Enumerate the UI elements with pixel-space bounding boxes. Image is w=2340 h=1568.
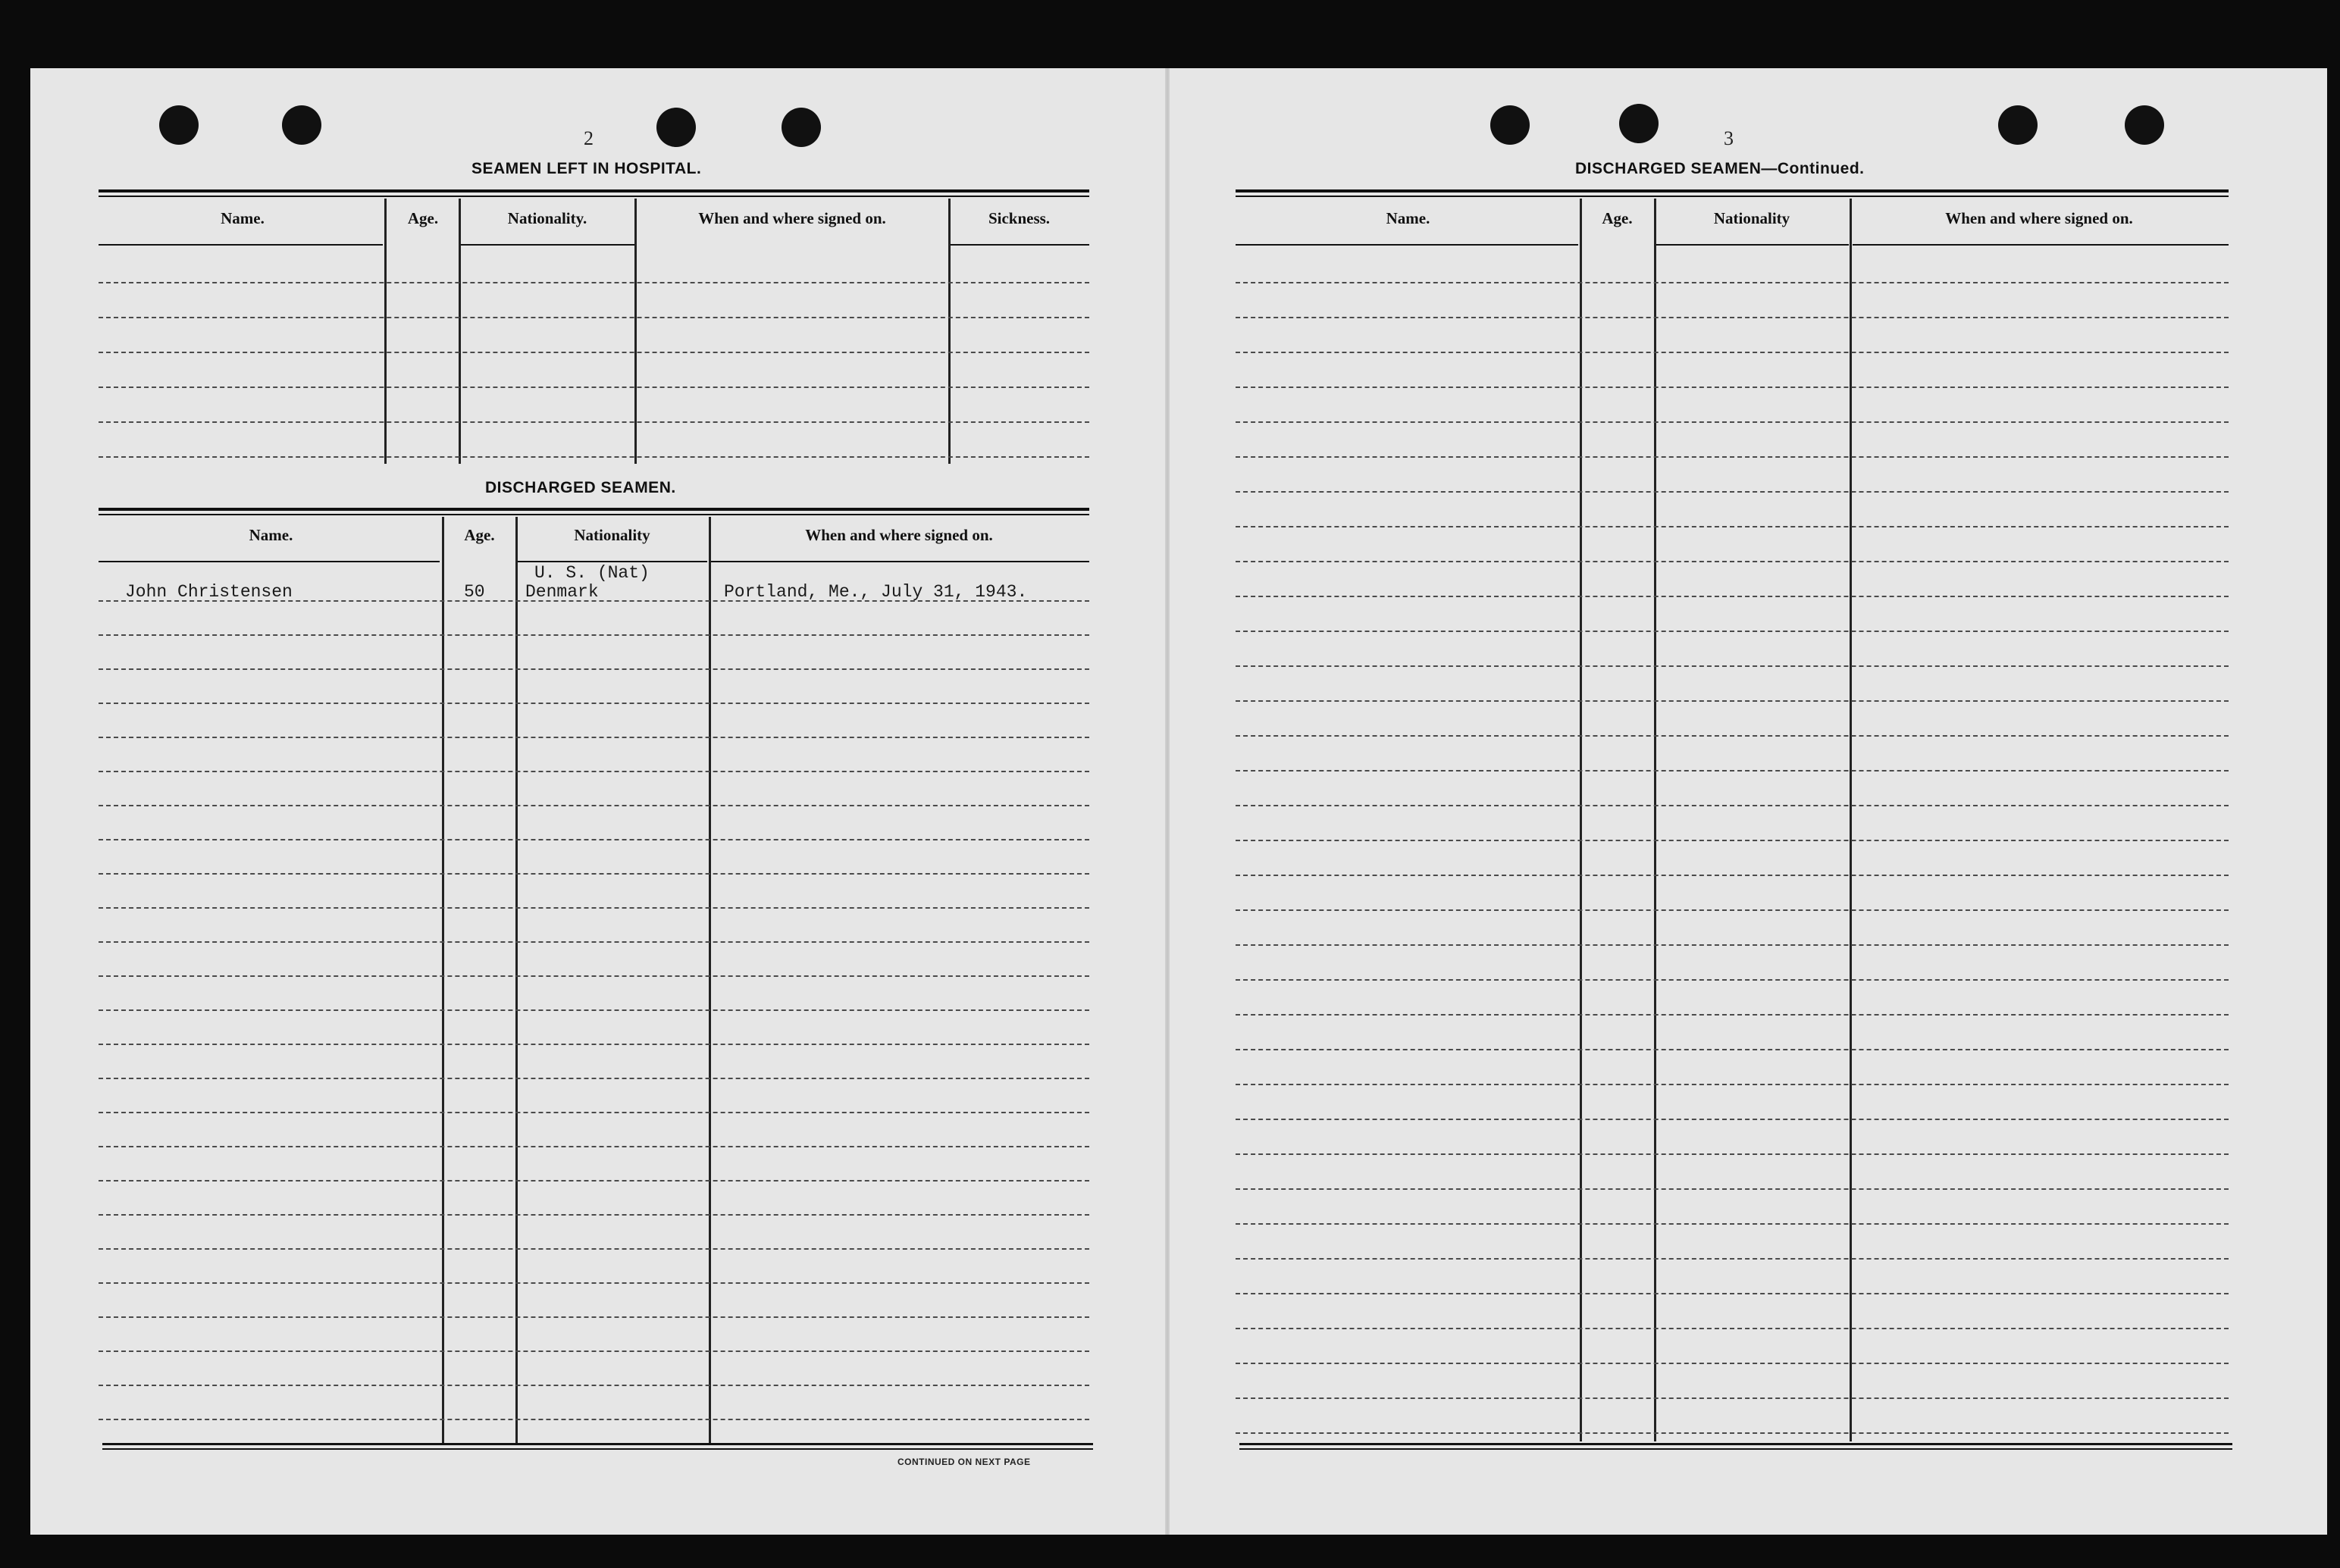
ruled-line	[99, 387, 1089, 388]
ruled-line	[99, 282, 1089, 283]
ruled-line	[1236, 665, 2229, 667]
discharged-header-rule	[518, 561, 707, 562]
hospital-top-rule	[99, 189, 1089, 192]
ruled-line	[1236, 1363, 2229, 1364]
hospital-header-rule	[951, 244, 1089, 246]
ruled-line	[1236, 631, 2229, 632]
ruled-line	[1236, 875, 2229, 876]
ruled-line	[1236, 1432, 2229, 1434]
ruled-line	[1236, 944, 2229, 946]
ruled-line	[1236, 770, 2229, 771]
discharged-col-divider	[709, 517, 711, 1443]
ruled-line	[1236, 561, 2229, 562]
hospital-header-rule	[461, 244, 635, 246]
ruled-line	[1236, 526, 2229, 527]
seaman-nationality-line1: U. S. (Nat)	[534, 563, 650, 583]
page-number: 3	[1724, 127, 1734, 149]
right-col-divider	[1580, 199, 1582, 1441]
ruled-line	[99, 1282, 1089, 1284]
ruled-line	[1236, 735, 2229, 737]
ruled-line	[1236, 421, 2229, 423]
right-col-age: Age.	[1602, 209, 1633, 227]
ruled-line	[1236, 700, 2229, 702]
discharged-col-divider	[442, 517, 444, 1443]
discharged-bottom-rule	[102, 1443, 1093, 1445]
discharged-col-nationality: Nationality	[574, 526, 650, 544]
ruled-line	[1236, 1223, 2229, 1225]
ruled-line	[1236, 979, 2229, 981]
continued-footer: CONTINUED ON NEXT PAGE	[897, 1457, 1031, 1467]
ruled-line	[1236, 1328, 2229, 1329]
ruled-line	[1236, 1188, 2229, 1190]
right-col-divider	[1850, 199, 1852, 1441]
ruled-line	[99, 771, 1089, 772]
ruled-line	[1236, 352, 2229, 353]
hospital-col-age: Age.	[407, 209, 439, 227]
punch-hole	[1490, 105, 1530, 145]
ruled-line	[1236, 1014, 2229, 1016]
punch-hole	[656, 108, 696, 147]
hospital-col-name: Name.	[221, 209, 265, 227]
punch-hole	[782, 108, 821, 147]
ruled-line	[1236, 909, 2229, 911]
ruled-line	[99, 634, 1089, 636]
punch-hole	[159, 105, 199, 145]
ruled-line	[1236, 1084, 2229, 1085]
punch-hole	[1619, 104, 1659, 143]
page-fold	[1165, 68, 1170, 1535]
right-top-rule	[1236, 189, 2229, 192]
right-col-divider	[1654, 199, 1656, 1441]
ruled-line	[99, 1248, 1089, 1250]
ruled-line	[99, 1044, 1089, 1045]
ruled-line	[1236, 491, 2229, 493]
ruled-line	[99, 1214, 1089, 1216]
ruled-line	[1236, 456, 2229, 458]
ruled-line	[99, 317, 1089, 318]
right-header-rule	[1656, 244, 1849, 246]
ruled-line	[1236, 1258, 2229, 1260]
ruled-line	[99, 352, 1089, 353]
ruled-line	[99, 805, 1089, 806]
punch-hole	[282, 105, 321, 145]
seaman-name: John Christensen	[125, 582, 293, 602]
discharged-col-name: Name.	[249, 526, 293, 544]
ruled-line	[1236, 1049, 2229, 1050]
ruled-line	[1236, 1153, 2229, 1155]
ruled-line	[1236, 1397, 2229, 1399]
right-section-title: DISCHARGED SEAMEN—Continued.	[1575, 160, 1865, 177]
right-top-rule-2	[1236, 196, 2229, 197]
hospital-header-rule	[99, 244, 383, 246]
ruled-line	[99, 1078, 1089, 1079]
ruled-line	[99, 456, 1089, 458]
ruled-line	[99, 703, 1089, 704]
right-header-rule	[1236, 244, 1578, 246]
ruled-line	[1236, 805, 2229, 806]
hospital-col-divider	[948, 199, 951, 464]
ruled-line	[1236, 1119, 2229, 1120]
ruled-line	[99, 873, 1089, 875]
hospital-col-divider	[634, 199, 637, 464]
ruled-line	[1236, 317, 2229, 318]
ruled-line	[1236, 1293, 2229, 1294]
document-sheet	[30, 68, 2327, 1535]
ruled-line	[99, 1180, 1089, 1181]
hospital-col-signed-on: When and where signed on.	[698, 209, 886, 227]
ruled-line	[99, 975, 1089, 977]
discharged-header-rule	[99, 561, 440, 562]
ruled-line	[99, 1009, 1089, 1011]
ruled-line	[99, 1316, 1089, 1318]
ruled-line	[99, 941, 1089, 943]
discharged-section-title: DISCHARGED SEAMEN.	[485, 479, 676, 496]
ruled-line	[99, 839, 1089, 840]
ruled-line	[99, 668, 1089, 670]
ruled-line	[99, 1385, 1089, 1386]
ruled-line	[99, 1146, 1089, 1147]
discharged-col-divider	[515, 517, 518, 1443]
discharged-bottom-rule-2	[102, 1448, 1093, 1450]
ruled-line	[99, 907, 1089, 909]
seaman-signed-on: Portland, Me., July 31, 1943.	[724, 582, 1028, 602]
right-bottom-rule-2	[1239, 1448, 2232, 1450]
ruled-line	[99, 1419, 1089, 1420]
discharged-top-rule	[99, 508, 1089, 511]
right-bottom-rule	[1239, 1443, 2232, 1445]
ruled-line	[1236, 596, 2229, 597]
ruled-line	[99, 1112, 1089, 1113]
hospital-section-title: SEAMEN LEFT IN HOSPITAL.	[471, 160, 702, 177]
hospital-top-rule-2	[99, 196, 1089, 197]
ruled-line	[99, 1350, 1089, 1352]
hospital-col-divider	[384, 199, 387, 464]
seaman-age: 50	[464, 582, 485, 602]
right-col-nationality: Nationality	[1713, 209, 1790, 227]
ruled-line	[1236, 387, 2229, 388]
right-header-rule	[1853, 244, 2229, 246]
ruled-line	[99, 421, 1089, 423]
punch-hole	[2125, 105, 2164, 145]
ruled-line	[99, 600, 1089, 602]
seaman-nationality-line2: Denmark	[525, 582, 599, 602]
discharged-col-age: Age.	[464, 526, 495, 544]
punch-hole	[1998, 105, 2038, 145]
discharged-col-signed-on: When and where signed on.	[805, 526, 993, 544]
right-col-signed-on: When and where signed on.	[1945, 209, 2133, 227]
ruled-line	[1236, 282, 2229, 283]
ruled-line	[99, 737, 1089, 738]
hospital-col-divider	[459, 199, 461, 464]
hospital-col-nationality: Nationality.	[507, 209, 587, 227]
discharged-top-rule-2	[99, 514, 1089, 515]
right-col-name: Name.	[1386, 209, 1430, 227]
discharged-header-rule	[711, 561, 1089, 562]
page-number: 2	[584, 127, 594, 149]
hospital-col-sickness: Sickness.	[988, 209, 1051, 227]
ruled-line	[1236, 840, 2229, 841]
